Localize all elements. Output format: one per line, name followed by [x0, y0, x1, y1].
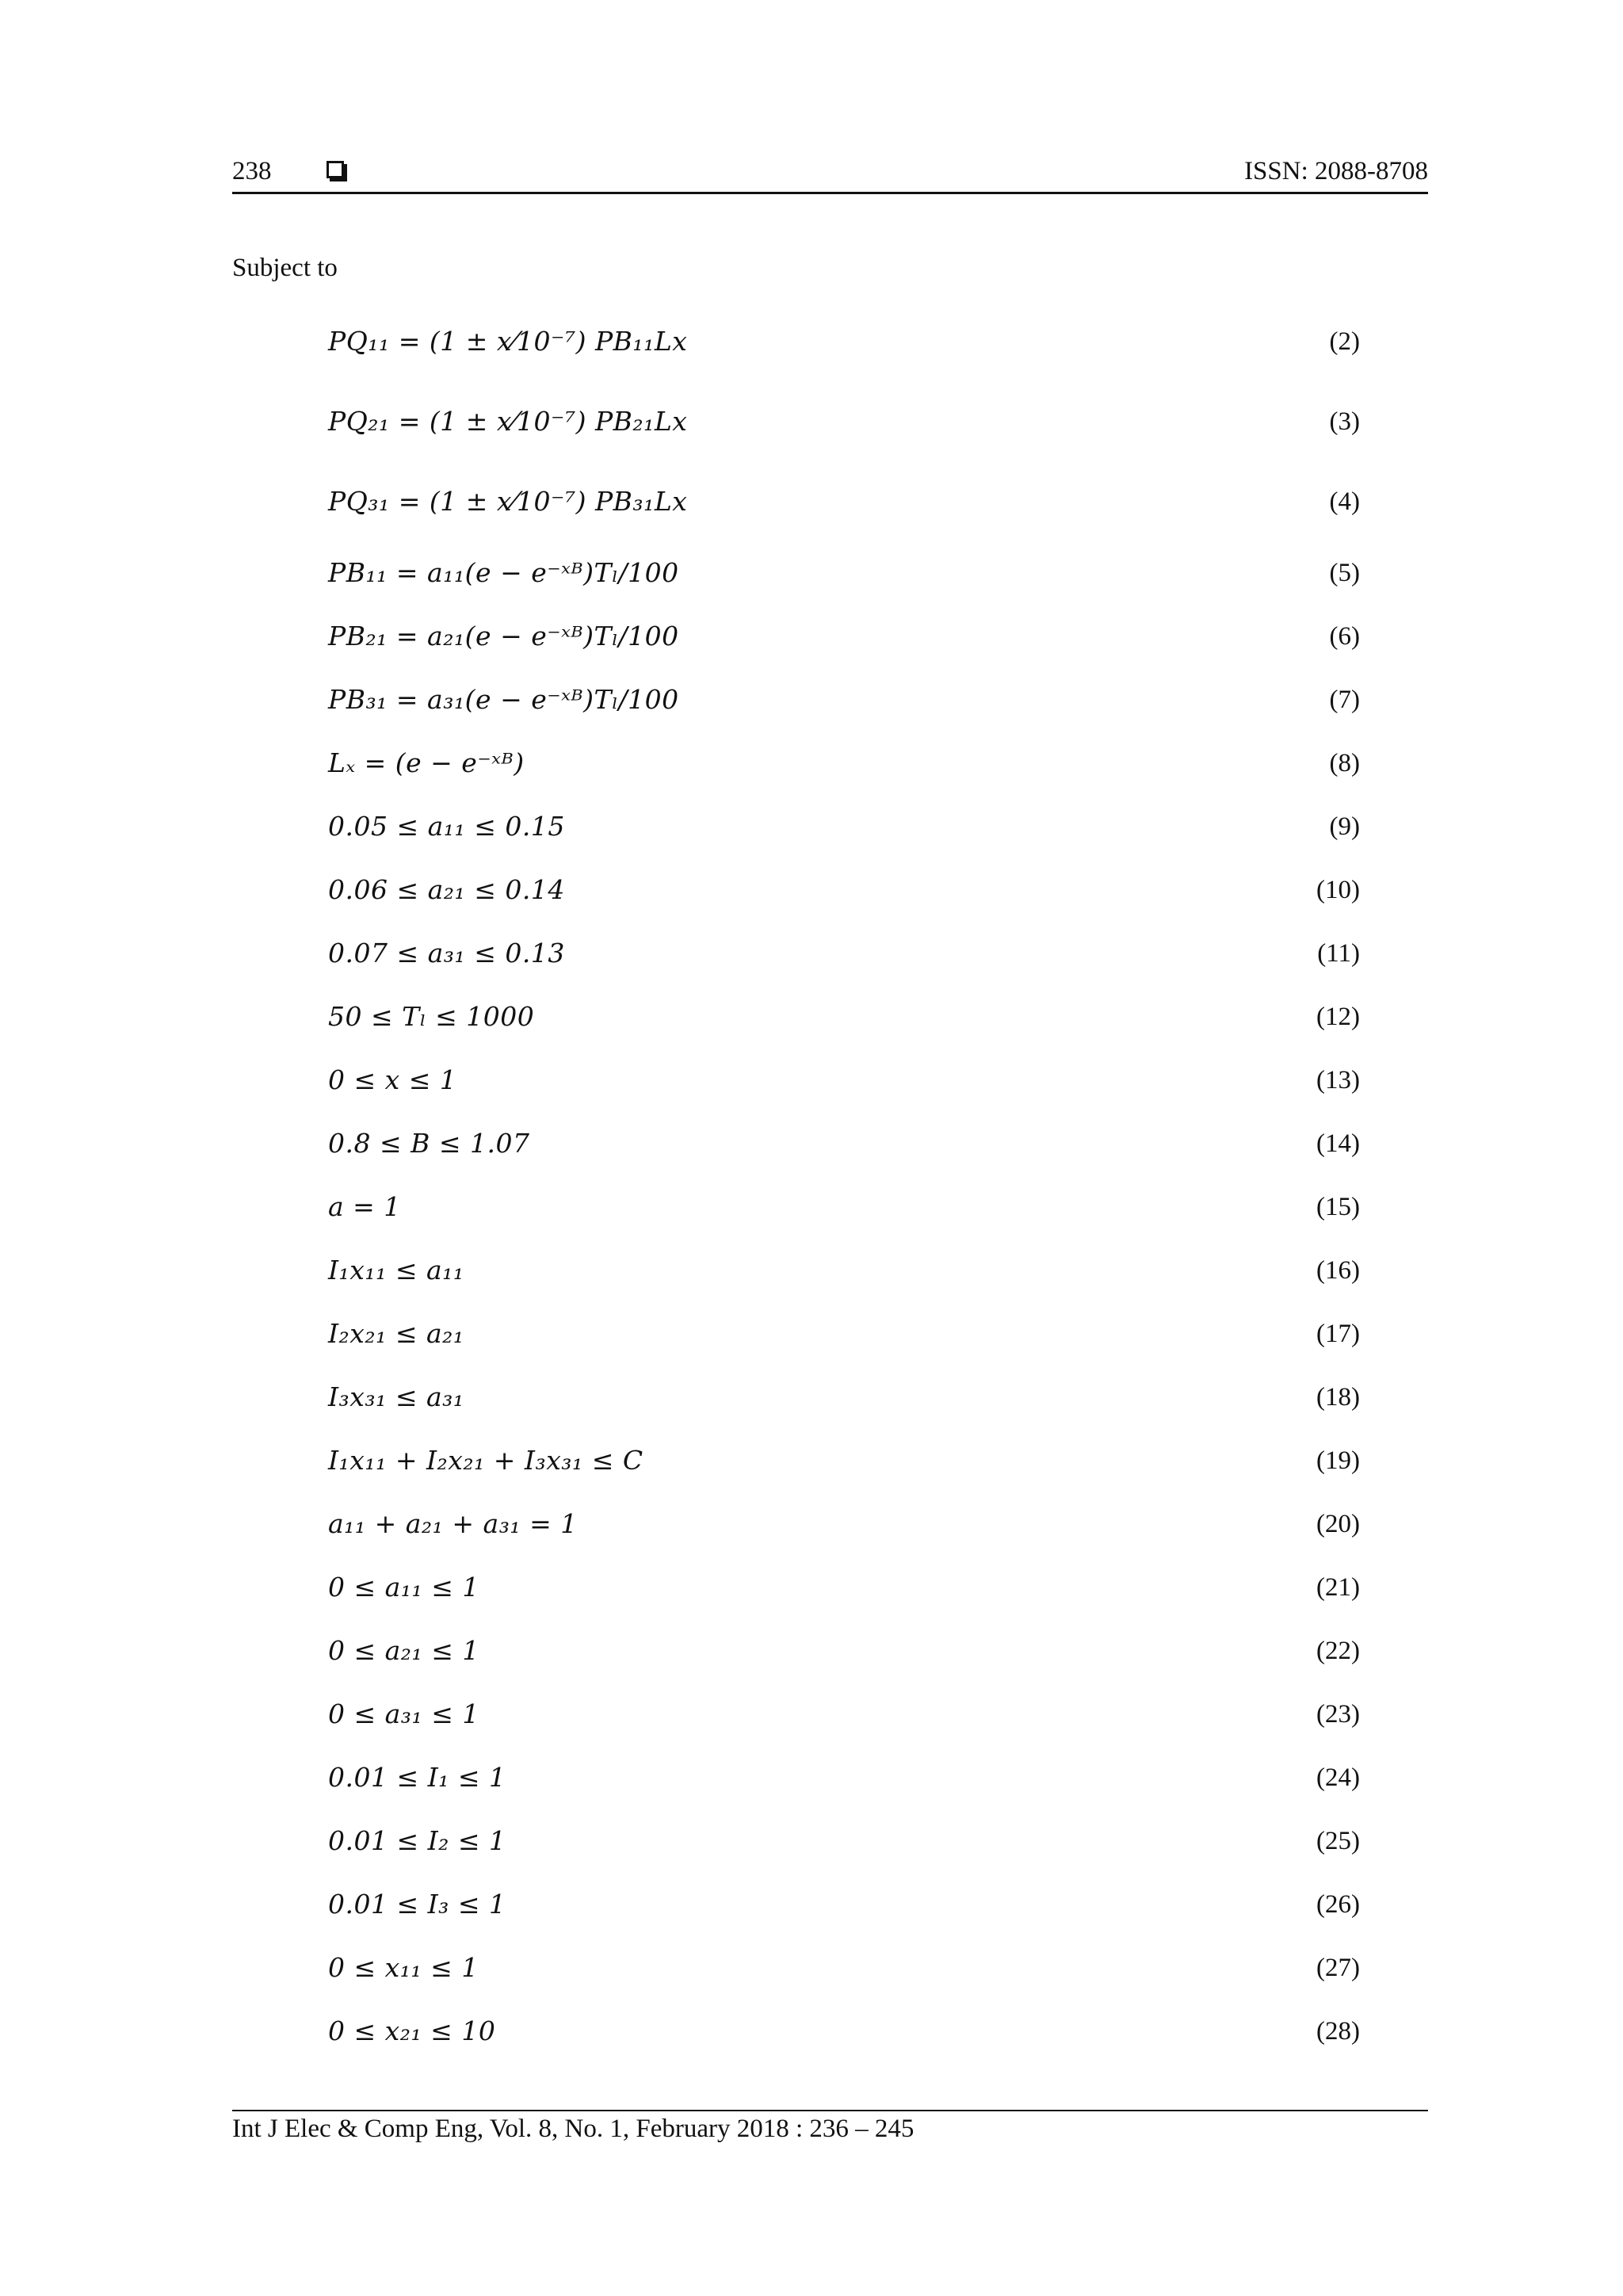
equation-number: (6) — [1329, 622, 1360, 651]
equation-number: (23) — [1316, 1700, 1360, 1729]
equation-expression: PQ₃₁ = (1 ± x⁄10⁻⁷) PB₃₁Lx — [328, 485, 688, 517]
equation-number: (16) — [1316, 1256, 1360, 1285]
header-rule — [232, 192, 1428, 194]
equation-expression: 0.05 ≤ a₁₁ ≤ 0.15 — [328, 811, 565, 842]
equation-number: (27) — [1316, 1954, 1360, 1982]
equation-number: (8) — [1329, 749, 1360, 777]
equation-expression: PQ₁₁ = (1 ± x⁄10⁻⁷) PB₁₁Lx — [328, 325, 688, 357]
equation-row — [328, 1302, 1360, 1366]
equation-expression: 0 ≤ x₁₁ ≤ 1 — [328, 1952, 479, 1983]
journal-issn: ISSN: 2088-8708 — [1244, 157, 1428, 185]
footer-rule — [232, 2110, 1428, 2111]
equation-expression: 0.06 ≤ a₂₁ ≤ 0.14 — [328, 874, 565, 905]
page-number: 238 — [232, 157, 272, 185]
equation-row — [328, 1936, 1360, 2000]
equation-number: (25) — [1316, 1827, 1360, 1855]
equation-number: (24) — [1316, 1763, 1360, 1792]
equation-expression: 0.01 ≤ I₁ ≤ 1 — [328, 1762, 506, 1793]
equation-row — [328, 1619, 1360, 1683]
equation-expression: 0 ≤ a₁₁ ≤ 1 — [328, 1572, 479, 1603]
equation-number: (4) — [1329, 487, 1360, 516]
equation-row — [328, 1556, 1360, 1619]
equation-number: (9) — [1329, 812, 1360, 841]
equation-number: (11) — [1317, 939, 1360, 968]
footer-citation: Int J Elec & Comp Eng, Vol. 8, No. 1, February 2018 : 236 – 245 — [232, 2115, 915, 2143]
equation-list — [328, 301, 1360, 2063]
header-square-icon — [327, 161, 344, 178]
equation-number: (10) — [1316, 876, 1360, 904]
equation-number: (17) — [1316, 1320, 1360, 1348]
equation-expression: 0 ≤ x₂₁ ≤ 10 — [328, 2015, 496, 2046]
equation-row — [328, 1683, 1360, 1746]
equation-expression: 0.07 ≤ a₃₁ ≤ 0.13 — [328, 938, 565, 968]
equation-number: (13) — [1316, 1066, 1360, 1095]
intro-text: Subject to — [232, 254, 338, 282]
equation-expression: I₁x₁₁ ≤ a₁₁ — [328, 1255, 464, 1286]
equation-row — [328, 1809, 1360, 1873]
equation-row — [328, 2000, 1360, 2063]
equation-expression: a₁₁ + a₂₁ + a₃₁ = 1 — [328, 1508, 578, 1539]
equation-expression: PB₁₁ = a₁₁(e − e⁻ˣᴮ)Tₗ/100 — [328, 557, 679, 588]
equation-expression: PB₃₁ = a₃₁(e − e⁻ˣᴮ)Tₗ/100 — [328, 684, 679, 715]
equation-expression: 0.8 ≤ B ≤ 1.07 — [328, 1128, 530, 1159]
equation-row — [328, 858, 1360, 922]
equation-expression: 0.01 ≤ I₃ ≤ 1 — [328, 1889, 506, 1920]
equation-row — [328, 1049, 1360, 1112]
equation-expression: PB₂₁ = a₂₁(e − e⁻ˣᴮ)Tₗ/100 — [328, 621, 679, 651]
equation-number: (20) — [1316, 1510, 1360, 1538]
equation-row — [328, 301, 1360, 381]
equation-row — [328, 541, 1360, 605]
equation-row — [328, 985, 1360, 1049]
equation-number: (14) — [1316, 1129, 1360, 1158]
equation-expression: I₂x₂₁ ≤ a₂₁ — [328, 1318, 464, 1349]
equation-expression: 0 ≤ x ≤ 1 — [328, 1064, 457, 1095]
equation-row — [328, 461, 1360, 541]
equation-row — [328, 795, 1360, 858]
equation-number: (3) — [1329, 407, 1360, 436]
equation-expression: 0.01 ≤ I₂ ≤ 1 — [328, 1825, 506, 1856]
equation-number: (12) — [1316, 1003, 1360, 1031]
equation-expression: PQ₂₁ = (1 ± x⁄10⁻⁷) PB₂₁Lx — [328, 405, 688, 437]
equation-row — [328, 1175, 1360, 1239]
equation-number: (2) — [1329, 327, 1360, 356]
equation-expression: 0 ≤ a₂₁ ≤ 1 — [328, 1635, 479, 1666]
equation-number: (21) — [1316, 1573, 1360, 1602]
equation-row — [328, 381, 1360, 461]
equation-number: (7) — [1329, 686, 1360, 714]
equation-expression: Lₓ = (e − e⁻ˣᴮ) — [328, 747, 525, 778]
equation-number: (26) — [1316, 1890, 1360, 1919]
equation-row — [328, 1239, 1360, 1302]
equation-expression: I₁x₁₁ + I₂x₂₁ + I₃x₃₁ ≤ C — [328, 1445, 643, 1476]
equation-number: (5) — [1329, 559, 1360, 587]
equation-number: (19) — [1316, 1446, 1360, 1475]
equation-number: (15) — [1316, 1193, 1360, 1221]
equation-row — [328, 922, 1360, 985]
equation-number: (28) — [1316, 2017, 1360, 2046]
equation-expression: I₃x₃₁ ≤ a₃₁ — [328, 1381, 464, 1412]
equation-row — [328, 668, 1360, 732]
equation-expression: 0 ≤ a₃₁ ≤ 1 — [328, 1698, 479, 1729]
equation-expression: 50 ≤ Tₗ ≤ 1000 — [328, 1001, 535, 1032]
equation-expression: a = 1 — [328, 1191, 401, 1222]
equation-number: (18) — [1316, 1383, 1360, 1412]
equation-row — [328, 1746, 1360, 1809]
equation-row — [328, 1429, 1360, 1492]
equation-row — [328, 1366, 1360, 1429]
equation-row — [328, 1112, 1360, 1175]
equation-row — [328, 1492, 1360, 1556]
equation-row — [328, 605, 1360, 668]
equation-number: (22) — [1316, 1637, 1360, 1665]
equation-row — [328, 732, 1360, 795]
equation-row — [328, 1873, 1360, 1936]
